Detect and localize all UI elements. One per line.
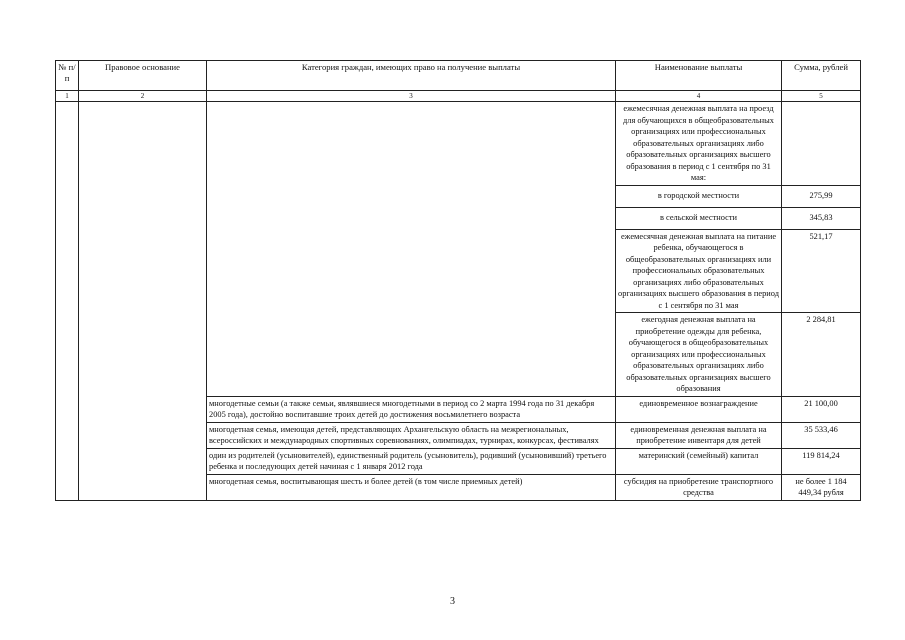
category-cell: один из родителей (усыновителей), единственный родитель (усыновитель), родивший (усыновивший) третьего ребенка и последующих детей начиная с 1 января 2012 года bbox=[207, 448, 616, 474]
payment-cell: ежегодная денежная выплата на приобретение одежды для ребенка, обучающегося в общеобразовательных организациях или профессиональных образовательных организациях либо образовательных организациях высшего образования bbox=[616, 313, 782, 397]
column-numbers-row bbox=[56, 91, 861, 102]
col-number: 3 bbox=[207, 91, 616, 102]
num-cell bbox=[56, 102, 79, 501]
table-row bbox=[56, 102, 861, 186]
col-number: 2 bbox=[79, 91, 207, 102]
payment-cell: субсидия на приобретение транспортного средства bbox=[616, 474, 782, 500]
page-number: 3 bbox=[450, 596, 455, 607]
col-number: 4 bbox=[616, 91, 782, 102]
sum-cell: 2 284,81 bbox=[782, 313, 861, 397]
payment-cell: единовременная денежная выплата на приобретение инвентаря для детей bbox=[616, 422, 782, 448]
category-cell: многодетная семья, имеющая детей, представляющих Архангельскую область на межрегиональных, всероссийских и международных спортивных соревнованиях, олимпиадах, турнирах, конкурсах, фестивалях bbox=[207, 422, 616, 448]
sum-cell: 345,83 bbox=[782, 207, 861, 229]
payment-cell: материнский (семейный) капитал bbox=[616, 448, 782, 474]
sum-cell: 35 533,46 bbox=[782, 422, 861, 448]
header-row bbox=[56, 61, 861, 91]
payment-cell: в сельской местности bbox=[616, 207, 782, 229]
sum-cell bbox=[782, 102, 861, 186]
header-legal-basis: Правовое основание bbox=[79, 61, 207, 91]
sum-cell: 275,99 bbox=[782, 185, 861, 207]
sum-cell: 119 814,24 bbox=[782, 448, 861, 474]
sum-cell: не более 1 184 449,34 рубля bbox=[782, 474, 861, 500]
category-cell: многодетная семья, воспитывающая шесть и более детей (в том числе приемных детей) bbox=[207, 474, 616, 500]
legal-basis-cell bbox=[79, 102, 207, 501]
sum-cell: 21 100,00 bbox=[782, 396, 861, 422]
col-number: 5 bbox=[782, 91, 861, 102]
payment-cell: в городской местности bbox=[616, 185, 782, 207]
header-citizen-category: Категория граждан, имеющих право на получение выплаты bbox=[207, 61, 616, 91]
benefits-table bbox=[55, 60, 861, 501]
sum-cell: 521,17 bbox=[782, 229, 861, 313]
col-number: 1 bbox=[56, 91, 79, 102]
payment-cell: ежемесячная денежная выплата на проезд для обучающихся в общеобразовательных организациях или профессиональных образовательных организациях либо образовательных организациях высшего образования в период с 1 сентября по 31 мая: bbox=[616, 102, 782, 186]
header-sum: Сумма, рублей bbox=[782, 61, 861, 91]
category-cell bbox=[207, 102, 616, 397]
header-num: № п/п bbox=[56, 61, 79, 91]
payment-cell: единовременное вознаграждение bbox=[616, 396, 782, 422]
payment-cell: ежемесячная денежная выплата на питание ребенка, обучающегося в общеобразовательных организациях или профессиональных образовательных организациях либо образовательных организациях высшего образования в период с 1 сентября по 31 мая bbox=[616, 229, 782, 313]
category-cell: многодетные семьи (а также семьи, являвшиеся многодетными в период со 2 марта 1994 года по 31 декабря 2005 года), достойно воспитавшие троих детей до достижения восьмилетнего возраста bbox=[207, 396, 616, 422]
header-payment-name: Наименование выплаты bbox=[616, 61, 782, 91]
